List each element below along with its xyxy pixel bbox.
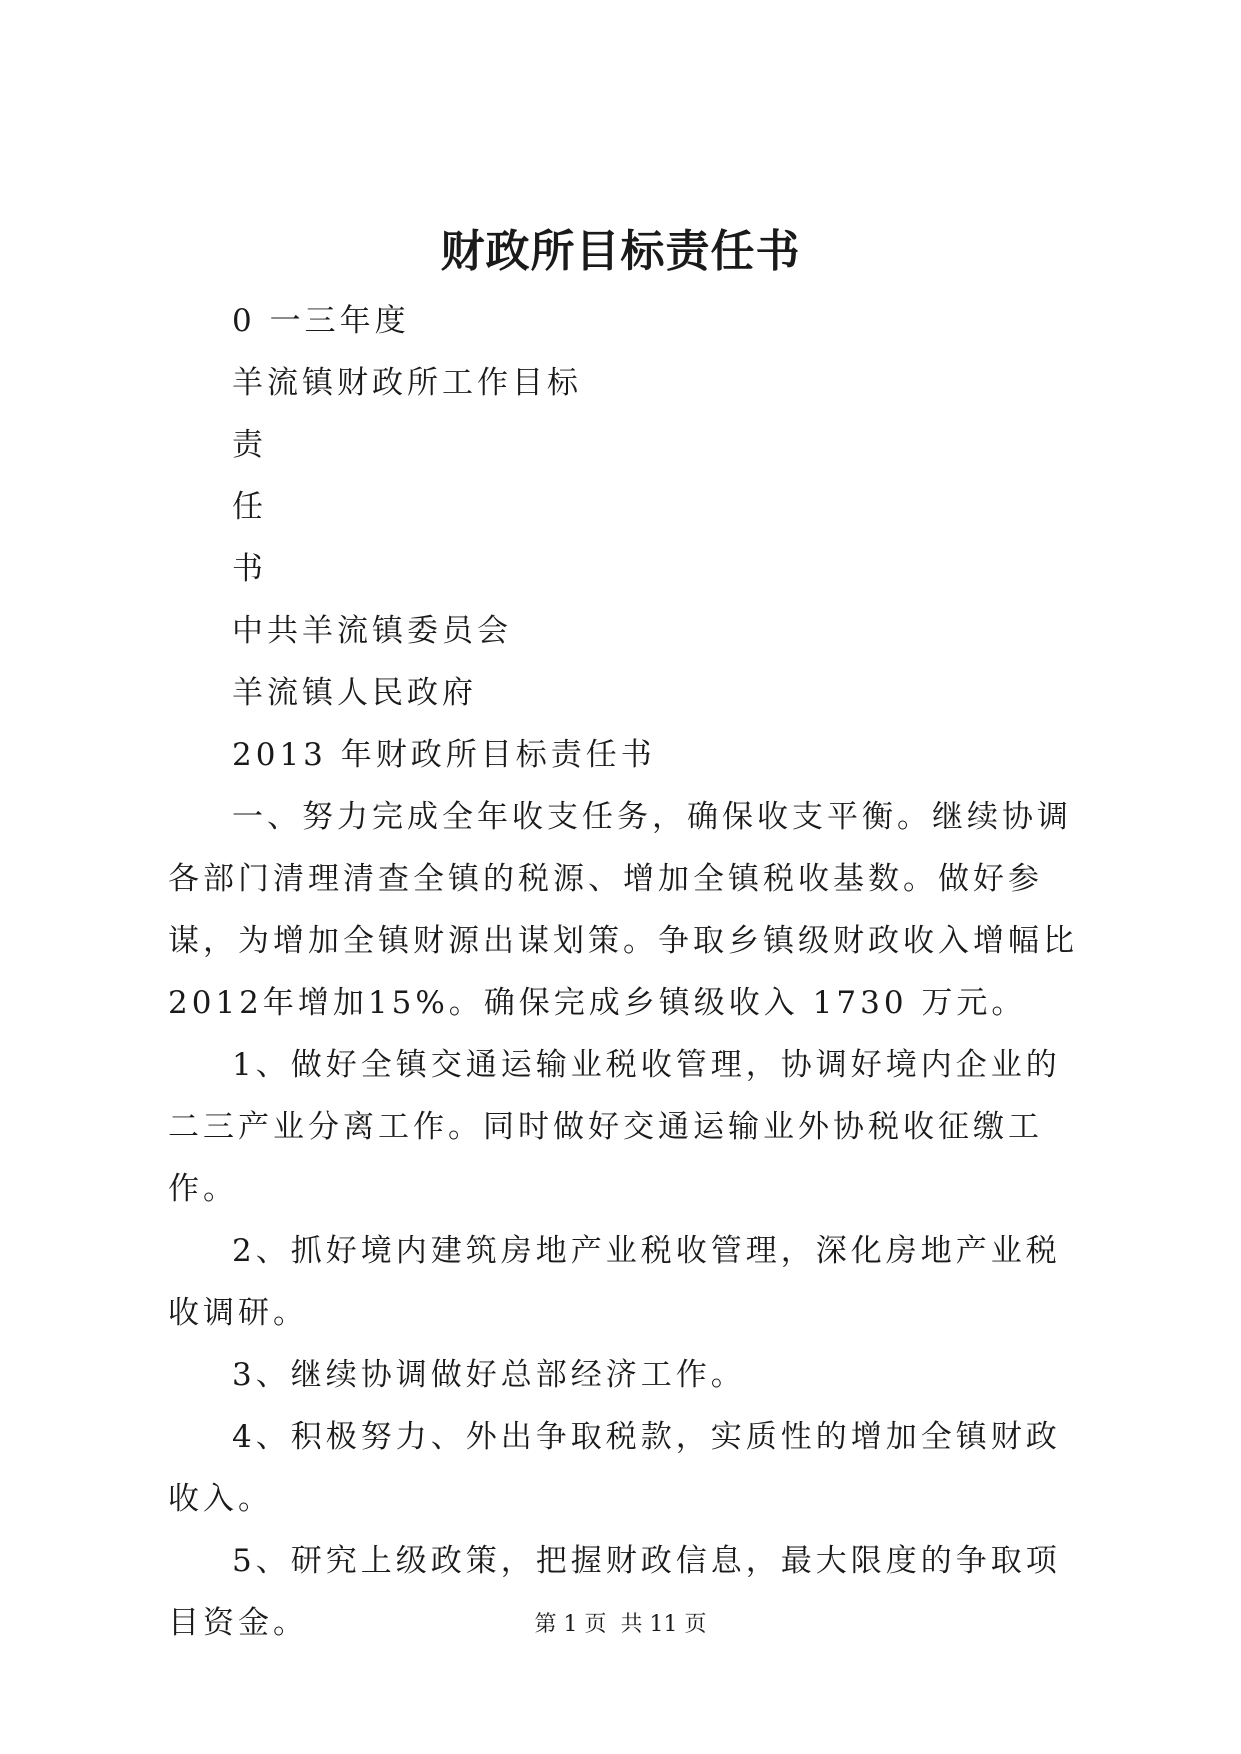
document-body [168,290,1090,1654]
page-number-label: 第 1 页 共 11 页 [534,1612,707,1637]
paragraph-item-2: 2、抓好境内建筑房地产业税收管理，深化房地产业税收调研。 [168,1233,1061,1331]
cover-line-doc-title: 2013 年财政所目标责任书 [232,737,656,773]
paragraph-item-5: 5、研究上级政策，把握财政信息，最大限度的争取项目资金。 [168,1543,1061,1641]
cover-line-party-committee: 中共羊流镇委员会 [232,613,512,649]
cover-line-year: 0 一三年度 [232,303,410,339]
cover-line-government: 羊流镇人民政府 [232,675,477,711]
paragraph-item-1: 1、做好全镇交通运输业税收管理，协调好境内企业的二三产业分离工作。同时做好交通运输业外协税收征缴工作。 [168,1047,1061,1207]
paragraph-item-4: 4、积极努力、外出争取税款，实质性的增加全镇财政收入。 [168,1419,1061,1517]
cover-line-char-1: 责 [232,427,267,463]
paragraph-section-1: 一、努力完成全年收支任务，确保收支平衡。继续协调各部门清理清查全镇的税源、增加全镇税收基数。做好参谋，为增加全镇财源出谋划策。争取乡镇级财政收入增幅比2012年增加15%。确保完成乡镇级收入 1730 万元。 [168,799,1078,1021]
page-footer [0,1610,1241,1640]
cover-line-char-3: 书 [232,551,267,587]
cover-line-char-2: 任 [232,489,267,525]
paragraph-item-3: 3、继续协调做好总部经济工作。 [232,1357,746,1393]
document-title: 财政所目标责任书 [440,226,801,277]
cover-line-subject: 羊流镇财政所工作目标 [232,365,582,401]
